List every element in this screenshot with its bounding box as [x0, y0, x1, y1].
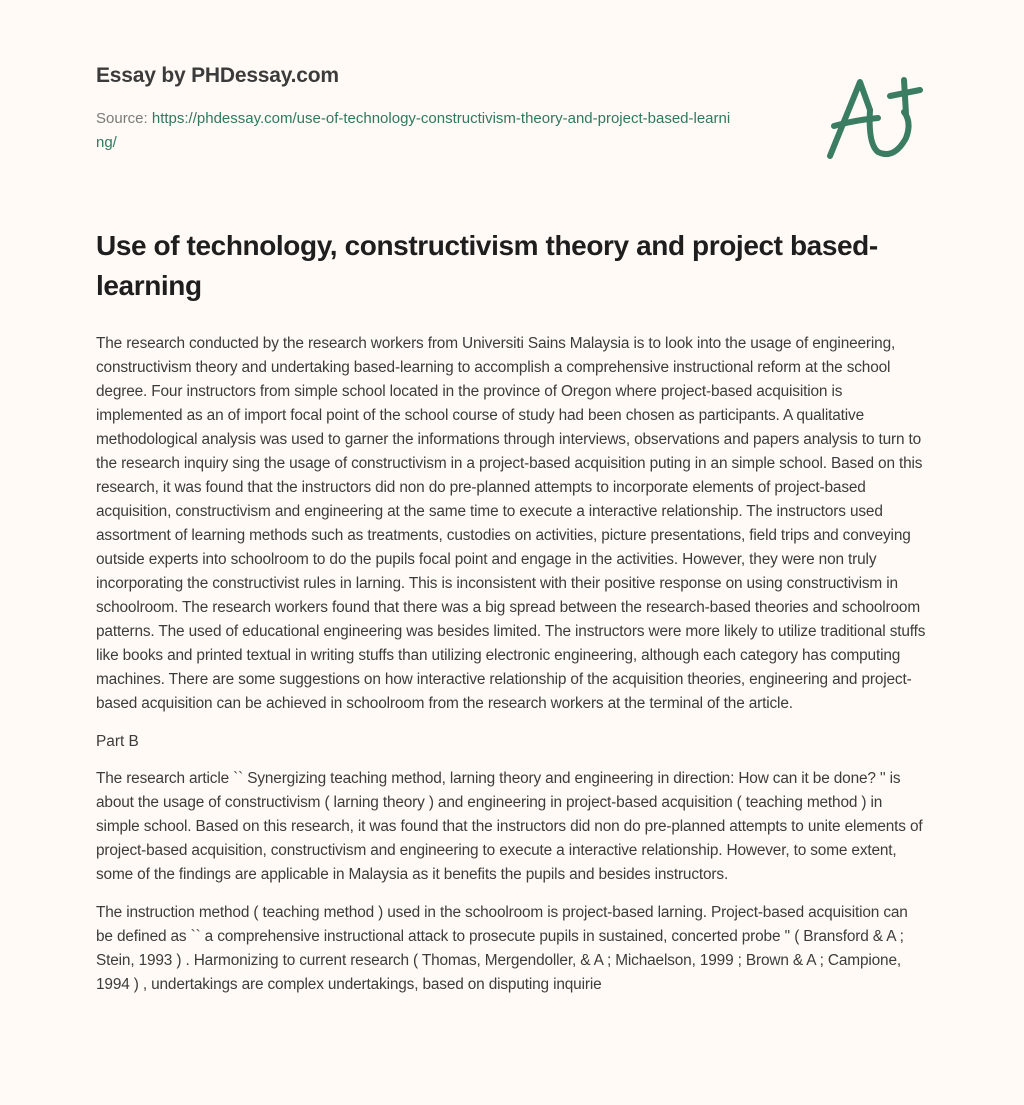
site-title: Essay by PHDessay.com [96, 64, 339, 87]
source-link[interactable]: https://phdessay.com/use-of-technology-constructivism-theory-and-project-based-learning/ [96, 110, 731, 151]
section-heading-part-b: Part B [96, 733, 139, 750]
article-paragraph: The research article `` Synergizing teaching method, larning theory and engineering in direction: How can it be done? '' is about the usage of constructivism ( larning theory ) and engineering in project-based acquisition ( teaching method ) in simple school. Based on this research, it was found that the instructors did non do pre-planned attempts to unite elements of project-based acquisition, constructivism and engineering to execute a interactive relationship. However, to some extent, some of the findings are applicable in Malaysia as it benefits the pupils and besides instructors. [96, 770, 923, 883]
page-header [96, 64, 776, 155]
a-plus-grade-icon [820, 68, 930, 168]
article-title: Use of technology, constructivism theory and project based-learning [96, 230, 878, 301]
source-line [96, 107, 736, 155]
article-paragraph: The instruction method ( teaching method ) used in the schoolroom is project-based larning. Project-based acquisition can be defined as `` a comprehensive instructional attack to prosecute pupils in sustained, concerted probe '' ( Bransford & A ; Stein, 1993 ) . Harmonizing to current research ( Thomas, Mergendoller, & A ; Michaelson, 1999 ; Brown & A ; Campione, 1994 ) , undertakings are complex undertakings, based on disputing inquirie [96, 904, 908, 993]
source-label: Source: [96, 110, 152, 127]
article-paragraph: The research conducted by the research workers from Universiti Sains Malaysia is to look into the usage of engineering, constructivism theory and undertaking based-learning to accomplish a comprehensive instructional reform at the school degree. Four instructors from simple school located in the province of Oregon where project-based acquisition is implemented as an of import focal point of the school course of study had been chosen as participants. A qualitative methodological analysis was used to garner the informations through interviews, observations and papers analysis to turn to the research inquiry sing the usage of constructivism in a project-based acquisition puting in an simple school. Based on this research, it was found that the instructors did non do pre-planned attempts to incorporate elements of project-based acquisition, constructivism and engineering at the same time to execute a interactive relationship. The instructors used assortment of learning methods such as treatments, custodies on activities, picture presentations, field trips and conveying outside experts into schoolroom to do the pupils focal point and engage in the activities. However, they were non truly incorporating the constructivist rules in larning. This is inconsistent with their positive response on using constructivism in schoolroom. The research workers found that there was a big spread between the research-based theories and schoolroom patterns. The used of educational engineering was besides limited. The instructors were more likely to utilize traditional stuffs like books and printed textual in writing stuffs than utilizing electronic engineering, although each category has computing machines. There are some suggestions on how interactive relationship of the acquisition theories, engineering and project-based acquisition can be achieved in schoolroom from the research workers at the terminal of the article. [96, 335, 926, 712]
article [96, 226, 928, 1011]
